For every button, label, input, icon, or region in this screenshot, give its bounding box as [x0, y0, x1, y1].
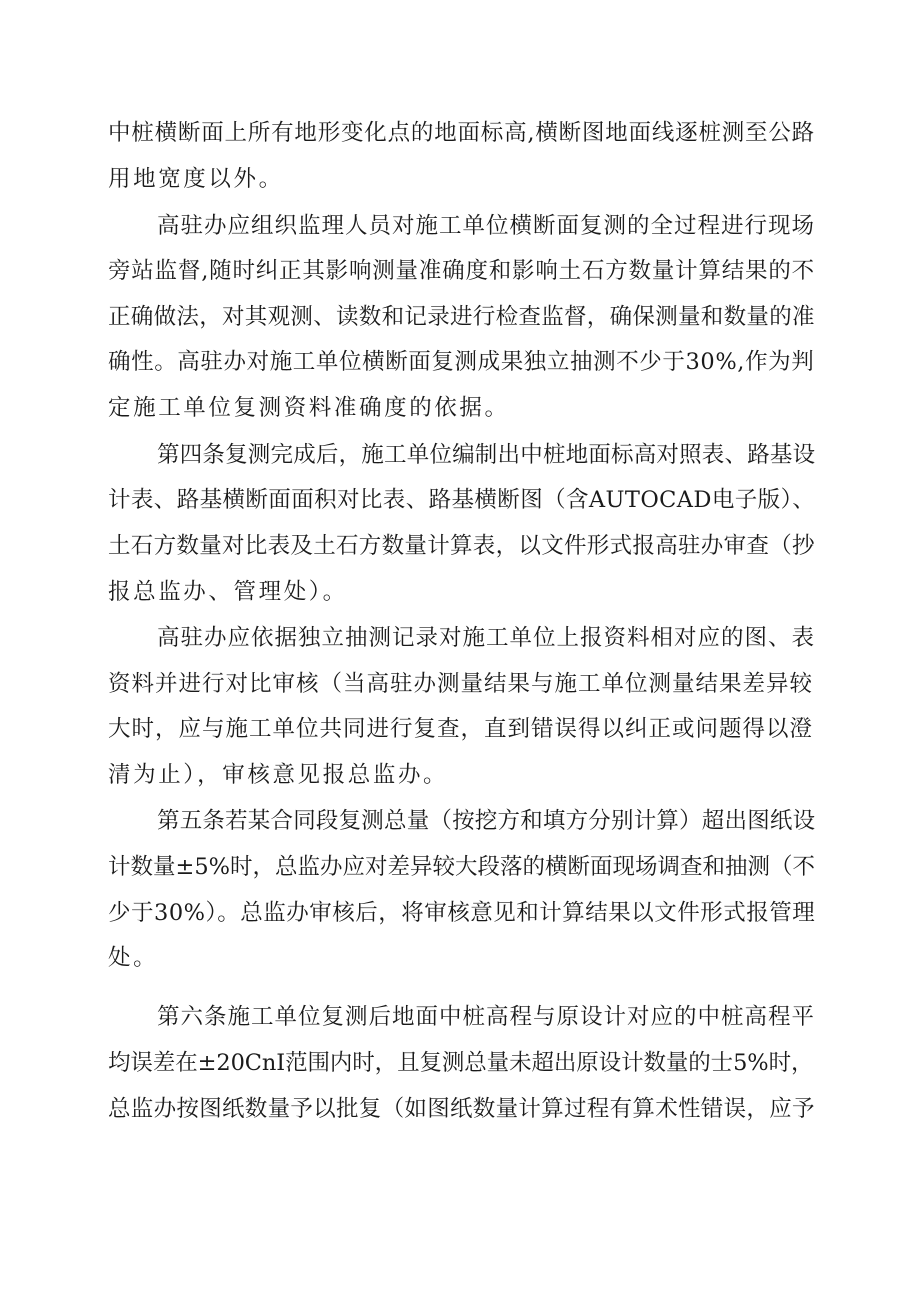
- p2-line-2: 旁站监督,随时纠正其影响测量准确度和影响土石方数量计算结果的不: [108, 258, 815, 284]
- p4-line-4: 清为止），审核意见报总监办。: [108, 762, 449, 788]
- p3-line-4: 报总监办、管理处）。: [108, 579, 348, 605]
- p1-line-1: 中桩横断面上所有地形变化点的地面标高,横断图地面线逐桩测至公路: [108, 120, 815, 146]
- p5-line-2: 计数量±5%时，总监办应对差异较大段落的横断面现场调查和抽测（不: [108, 854, 816, 880]
- p4-line-1: 高驻办应依据独立抽测记录对施工单位上报资料相对应的图、表: [157, 625, 816, 651]
- p6-line-1: 第六条施工单位复测后地面中桩高程与原设计对应的中桩高程平: [157, 1004, 816, 1030]
- p6-line-3: 总监办按图纸数量予以批复（如图纸数量计算过程有算术性错误，应予: [108, 1096, 815, 1122]
- p5-line-4: 处。: [108, 945, 159, 971]
- p2-line-4: 确性。高驻办对施工单位横断面复测成果独立抽测不少于30%,作为判: [108, 349, 815, 375]
- p2-line-1: 高驻办应组织监理人员对施工单位横断面复测的全过程进行现场: [157, 213, 816, 239]
- p1-line-2: 用地宽度以外。: [108, 166, 284, 192]
- p3-line-2: 计表、路基横断面面积对比表、路基横断图（含AUTOCAD电子版）、: [108, 487, 816, 513]
- p5-line-3: 少于30%）。总监办审核后，将审核意见和计算结果以文件形式报管理: [108, 900, 816, 926]
- p3-line-3: 土石方数量对比表及土石方数量计算表，以文件形式报高驻办审查（抄: [108, 533, 815, 559]
- p2-line-3: 正确做法，对其观测、读数和记录进行检查监督，确保测量和数量的准: [108, 304, 815, 330]
- p2-line-5: 定施工单位复测资料准确度的依据。: [108, 395, 510, 421]
- p3-line-1: 第四条复测完成后，施工单位编制出中桩地面标高对照表、路基设: [157, 442, 816, 468]
- p5-line-1: 第五条若某合同段复测总量（按挖方和填方分别计算）超出图纸设: [157, 808, 816, 834]
- p4-line-2: 资料并进行对比审核（当高驻办测量结果与施工单位测量结果差异较: [108, 671, 814, 697]
- p6-line-2: 均误差在±20CnI范围内时，且复测总量未超出原设计数量的士5%时，: [108, 1050, 814, 1076]
- p4-line-3: 大时，应与施工单位共同进行复查，直到错误得以纠正或问题得以澄: [108, 716, 814, 742]
